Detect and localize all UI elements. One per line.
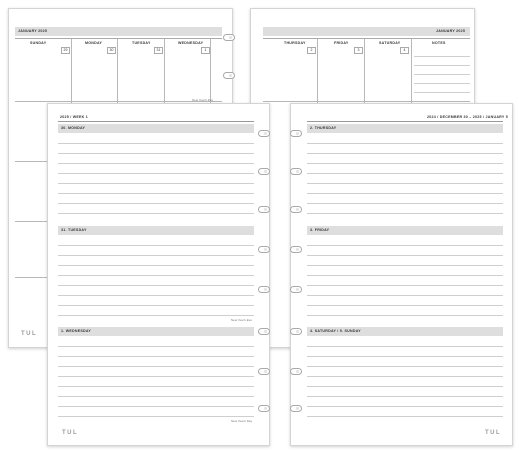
binder-ring bbox=[258, 405, 270, 412]
notes-line bbox=[414, 74, 470, 75]
writing-line bbox=[307, 173, 503, 174]
binder-ring bbox=[290, 246, 302, 253]
writing-line bbox=[58, 153, 254, 154]
binder-ring bbox=[290, 286, 302, 293]
week-range-header: 2024 / DECEMBER 30 – 2025 / JANUARY 5 bbox=[427, 115, 508, 119]
writing-line bbox=[58, 173, 254, 174]
writing-line bbox=[307, 255, 503, 256]
day-label-monday: 30. MONDAY bbox=[61, 126, 86, 130]
writing-line bbox=[307, 153, 503, 154]
binder-ring bbox=[290, 368, 302, 375]
day-header-monday: MONDAY bbox=[85, 41, 103, 45]
binder-ring bbox=[223, 72, 235, 79]
writing-line bbox=[58, 143, 254, 144]
header-rule bbox=[263, 38, 470, 39]
header-rule bbox=[15, 38, 222, 39]
day-bar-tuesday bbox=[58, 226, 254, 235]
date-box: 4 bbox=[400, 47, 409, 54]
writing-line bbox=[58, 193, 254, 194]
writing-line bbox=[58, 406, 254, 407]
writing-line bbox=[58, 183, 254, 184]
header-rule bbox=[58, 121, 254, 122]
binder-ring bbox=[290, 130, 302, 137]
writing-line bbox=[307, 386, 503, 387]
notes-line bbox=[414, 65, 470, 66]
binder-ring bbox=[258, 246, 270, 253]
binder-ring bbox=[258, 286, 270, 293]
notes-line bbox=[414, 56, 470, 57]
binder-ring bbox=[258, 130, 270, 137]
writing-line bbox=[307, 193, 503, 194]
writing-line bbox=[58, 255, 254, 256]
date-box: 30 bbox=[107, 47, 116, 54]
day-header-wednesday: WEDNESDAY bbox=[178, 41, 204, 45]
writing-line bbox=[58, 213, 254, 214]
writing-line bbox=[307, 346, 503, 347]
writing-line bbox=[307, 356, 503, 357]
writing-line bbox=[307, 285, 503, 286]
day-label-wednesday: 1. WEDNESDAY bbox=[61, 329, 92, 333]
writing-line bbox=[307, 163, 503, 164]
writing-line bbox=[58, 265, 254, 266]
brand-logo: TUL bbox=[485, 430, 502, 436]
writing-line bbox=[307, 213, 503, 214]
writing-line bbox=[307, 315, 503, 316]
writing-line bbox=[307, 396, 503, 397]
writing-line bbox=[307, 265, 503, 266]
binder-ring bbox=[258, 368, 270, 375]
binder-ring bbox=[258, 206, 270, 213]
date-box: 3 bbox=[354, 47, 363, 54]
writing-line bbox=[58, 376, 254, 377]
binder-ring bbox=[290, 405, 302, 412]
header-rule bbox=[307, 121, 503, 122]
binder-ring bbox=[290, 168, 302, 175]
weekly-left-page bbox=[47, 103, 270, 446]
day-header-tuesday: TUESDAY bbox=[132, 41, 151, 45]
day-label-friday: 3. FRIDAY bbox=[310, 228, 330, 232]
binder-ring bbox=[290, 328, 302, 335]
writing-line bbox=[58, 245, 254, 246]
binder-ring bbox=[223, 34, 235, 41]
writing-line bbox=[307, 376, 503, 377]
holiday-note: New Year's Day bbox=[231, 419, 253, 423]
week-rule bbox=[263, 101, 470, 102]
writing-line bbox=[307, 203, 503, 204]
writing-line bbox=[58, 295, 254, 296]
day-header-sunday: SUNDAY bbox=[30, 41, 47, 45]
writing-line bbox=[58, 315, 254, 316]
writing-line bbox=[307, 416, 503, 417]
day-bar-friday bbox=[307, 226, 503, 235]
writing-line bbox=[58, 203, 254, 204]
day-header-thursday: THURSDAY bbox=[284, 41, 306, 45]
writing-line bbox=[58, 386, 254, 387]
writing-line bbox=[58, 163, 254, 164]
day-label-tuesday: 31. TUESDAY bbox=[61, 228, 87, 232]
holiday-note: New Year's Day bbox=[192, 98, 214, 102]
writing-line bbox=[307, 143, 503, 144]
writing-line bbox=[58, 416, 254, 417]
writing-line bbox=[58, 366, 254, 367]
writing-line bbox=[58, 356, 254, 357]
brand-logo: TUL bbox=[62, 430, 79, 436]
week-rule bbox=[15, 101, 222, 102]
writing-line bbox=[307, 183, 503, 184]
notes-line bbox=[414, 92, 470, 93]
date-box: 2 bbox=[307, 47, 316, 54]
writing-line bbox=[58, 285, 254, 286]
day-label-weekend: 4. SATURDAY / 5. SUNDAY bbox=[310, 329, 361, 333]
day-bar-thursday bbox=[307, 124, 503, 133]
day-header-saturday: SATURDAY bbox=[379, 41, 401, 45]
binder-ring bbox=[258, 168, 270, 175]
binder-ring bbox=[290, 206, 302, 213]
date-box: 31 bbox=[154, 47, 163, 54]
writing-line bbox=[307, 305, 503, 306]
week-header: 2025 / WEEK 1 bbox=[60, 115, 89, 119]
writing-line bbox=[58, 346, 254, 347]
writing-line bbox=[58, 275, 254, 276]
month-title: JANUARY 2025 bbox=[18, 29, 48, 33]
writing-line bbox=[58, 305, 254, 306]
writing-line bbox=[307, 245, 503, 246]
holiday-note: New Year's Eve bbox=[231, 318, 252, 322]
date-box: 1 bbox=[201, 47, 210, 54]
date-box: 29 bbox=[61, 47, 70, 54]
notes-header: NOTES bbox=[432, 41, 446, 45]
month-title: JANUARY 2025 bbox=[436, 29, 466, 33]
writing-line bbox=[307, 366, 503, 367]
weekly-right-page bbox=[290, 103, 513, 446]
writing-line bbox=[307, 406, 503, 407]
brand-logo: TUL bbox=[21, 331, 38, 337]
binder-ring bbox=[258, 328, 270, 335]
day-header-friday: FRIDAY bbox=[334, 41, 349, 45]
writing-line bbox=[307, 295, 503, 296]
day-bar-monday bbox=[58, 124, 254, 133]
writing-line bbox=[307, 275, 503, 276]
day-label-thursday: 2. THURSDAY bbox=[310, 126, 337, 130]
writing-line bbox=[58, 396, 254, 397]
notes-line bbox=[414, 83, 470, 84]
